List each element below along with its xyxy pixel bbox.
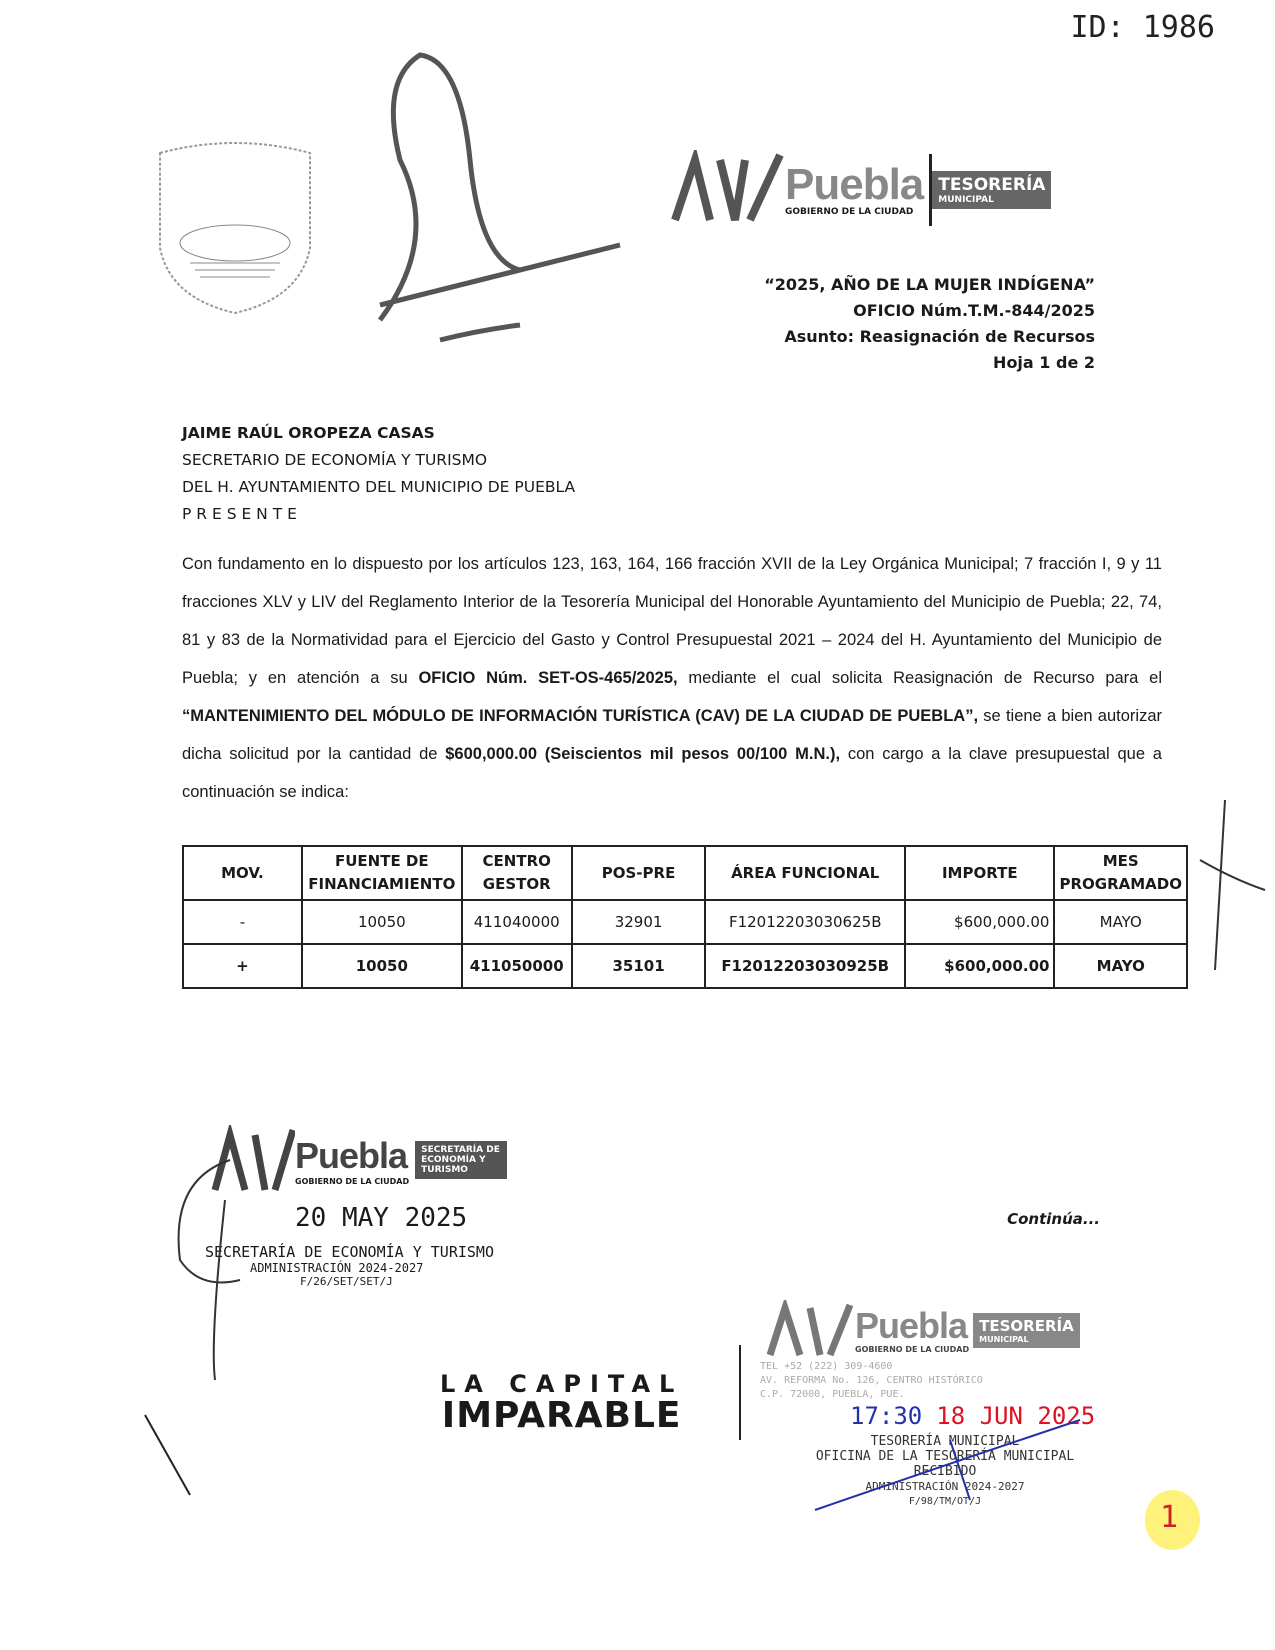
handwritten-id: ID: 1986 <box>1070 10 1215 45</box>
footer-slogan <box>440 1370 683 1434</box>
stamp-line: F/26/SET/SET/J <box>300 1275 393 1288</box>
stamp-line: ADMINISTRACIÓN 2024-2027 <box>865 1480 1025 1493</box>
page-mark: 1 <box>1160 1500 1179 1535</box>
body-text: se tiene a bien autorizar dicha solicitud por la cantidad de <box>182 707 1162 763</box>
stamp-line: TESORERÍA MUNICIPAL <box>870 1434 1020 1449</box>
cell: 10050 <box>302 944 462 988</box>
budget-table <box>182 845 1188 989</box>
signature <box>320 40 630 350</box>
city-shield-seal <box>150 138 320 318</box>
received-date: 18 JUN 2025 <box>936 1402 1096 1430</box>
project-name: “MANTENIMIENTO DEL MÓDULO DE INFORMACIÓN TURÍSTICA (CAV) DE LA CIUDAD DE PUEBLA”, <box>182 707 979 725</box>
header-logo <box>665 150 1051 230</box>
logo-name: Puebla <box>295 1134 408 1176</box>
logo-name: Puebla <box>855 1304 968 1346</box>
stamp-date: 20 MAY 2025 <box>295 1203 468 1233</box>
subject: Asunto: Reasignación de Recursos <box>784 327 1095 346</box>
main-content <box>182 545 1190 989</box>
referenced-oficio: OFICIO Núm. SET-OS-465/2025, <box>418 669 678 687</box>
cell: 411040000 <box>462 900 572 944</box>
contact-cp: C.P. 72000, PUEBLA, PUE. <box>760 1389 905 1400</box>
presente: P R E S E N T E <box>182 505 297 523</box>
cell: F12012203030925B <box>705 944 905 988</box>
col-header: MOV. <box>183 846 302 900</box>
addressee-org: DEL H. AYUNTAMIENTO DEL MUNICIPIO DE PUEBLA <box>182 478 576 496</box>
logo-dept-sub: MUNICIPAL <box>938 195 994 205</box>
motto: “2025, AÑO DE LA MUJER INDÍGENA” <box>764 275 1095 294</box>
contact-address: AV. REFORMA No. 126, CENTRO HISTÓRICO <box>760 1375 983 1386</box>
body-text: mediante el cual solicita Reasignación de Recurso para el <box>677 669 1163 687</box>
margin-line <box>140 1410 200 1500</box>
addressee-title: SECRETARIO DE ECONOMÍA Y TURISMO <box>182 451 488 469</box>
contact-tel: TEL +52 (222) 309-4600 <box>760 1361 893 1372</box>
logo-dept: TESORERÍA <box>938 175 1046 195</box>
logo-sub: GOBIERNO DE LA CIUDAD <box>295 1176 410 1186</box>
slogan-line2: IMPARABLE <box>441 1395 682 1436</box>
oficio-number: OFICIO Núm.T.M.-844/2025 <box>853 301 1095 320</box>
receipt-signature <box>810 1400 1090 1520</box>
cell: 35101 <box>572 944 706 988</box>
stamp-line: RECIBIDO <box>913 1464 977 1479</box>
cell: MAYO <box>1054 944 1187 988</box>
page-number: Hoja 1 de 2 <box>993 353 1095 372</box>
col-header: POS-PRE <box>572 846 706 900</box>
cell: 10050 <box>302 900 462 944</box>
puebla-emblem-icon <box>760 1300 855 1360</box>
cell: + <box>183 944 302 988</box>
table-row <box>183 900 1187 944</box>
stamp-line: SECRETARÍA DE ECONOMÍA Y TURISMO <box>205 1243 494 1261</box>
cell: MAYO <box>1054 900 1187 944</box>
body-paragraph <box>182 545 1162 811</box>
body-text: Con fundamento en lo dispuesto por los artículos 123, 163, 164, 166 fracción XVII de la Ley Orgánica Municipal; 7 fracción I, 9 y 11 fracciones XLV y LIV del Reglamento Interior de la Tesorería Municipal del Honorable Ayuntamiento del Municipio de Puebla; 22, 74, 81 y 83 de la Normatividad para el Ejercicio del Gasto y Control Presupuestal 2021 – 2024 del H. Ayuntamiento del Municipio de Puebla; y en atención a su <box>182 555 1162 687</box>
dept-badge: SECRETARÍA DE ECONOMÍA Y TURISMO <box>415 1141 507 1179</box>
continua-label: Continúa... <box>1007 1210 1100 1228</box>
amount: $600,000.00 (Seiscientos mil pesos 00/100 M.N.), <box>445 745 841 763</box>
cell: F12012203030625B <box>705 900 905 944</box>
cell: 411050000 <box>462 944 572 988</box>
cell: 32901 <box>572 900 706 944</box>
cell: - <box>183 900 302 944</box>
body-text: con cargo a la clave presupuestal que a continuación se indica: <box>182 745 1162 801</box>
cell: $600,000.00 <box>905 900 1054 944</box>
stamp-line: ADMINISTRACIÓN 2024-2027 <box>250 1261 424 1275</box>
addressee <box>182 420 575 528</box>
dept-badge-sub: MUNICIPAL <box>979 1334 1029 1344</box>
margin-signature <box>1195 800 1270 980</box>
puebla-emblem-icon <box>665 150 785 230</box>
logo-sub: GOBIERNO DE LA CIUDAD <box>785 207 914 217</box>
col-header: FUENTE DE FINANCIAMIENTO <box>302 846 462 900</box>
received-time: 17:30 <box>850 1402 923 1430</box>
cell: $600,000.00 <box>905 944 1054 988</box>
slogan-line1: LA CAPITAL <box>440 1370 684 1398</box>
table-row <box>183 944 1187 988</box>
col-header: IMPORTE <box>905 846 1054 900</box>
dept-badge: TESORERÍA <box>979 1316 1074 1335</box>
col-header: ÁREA FUNCIONAL <box>705 846 905 900</box>
initials-signature <box>170 1140 280 1390</box>
addressee-name: JAIME RAÚL OROPEZA CASAS <box>182 424 435 442</box>
col-header: CENTRO GESTOR <box>462 846 572 900</box>
logo-sub: GOBIERNO DE LA CIUDAD <box>855 1344 970 1354</box>
logo-name: Puebla <box>785 160 924 209</box>
col-header: MES PROGRAMADO <box>1054 846 1187 900</box>
footer-divider <box>739 1345 741 1440</box>
stamp-line: F/98/TM/OT/J <box>908 1496 982 1507</box>
stamp-line: OFICINA DE LA TESORERÍA MUNICIPAL <box>815 1449 1075 1464</box>
